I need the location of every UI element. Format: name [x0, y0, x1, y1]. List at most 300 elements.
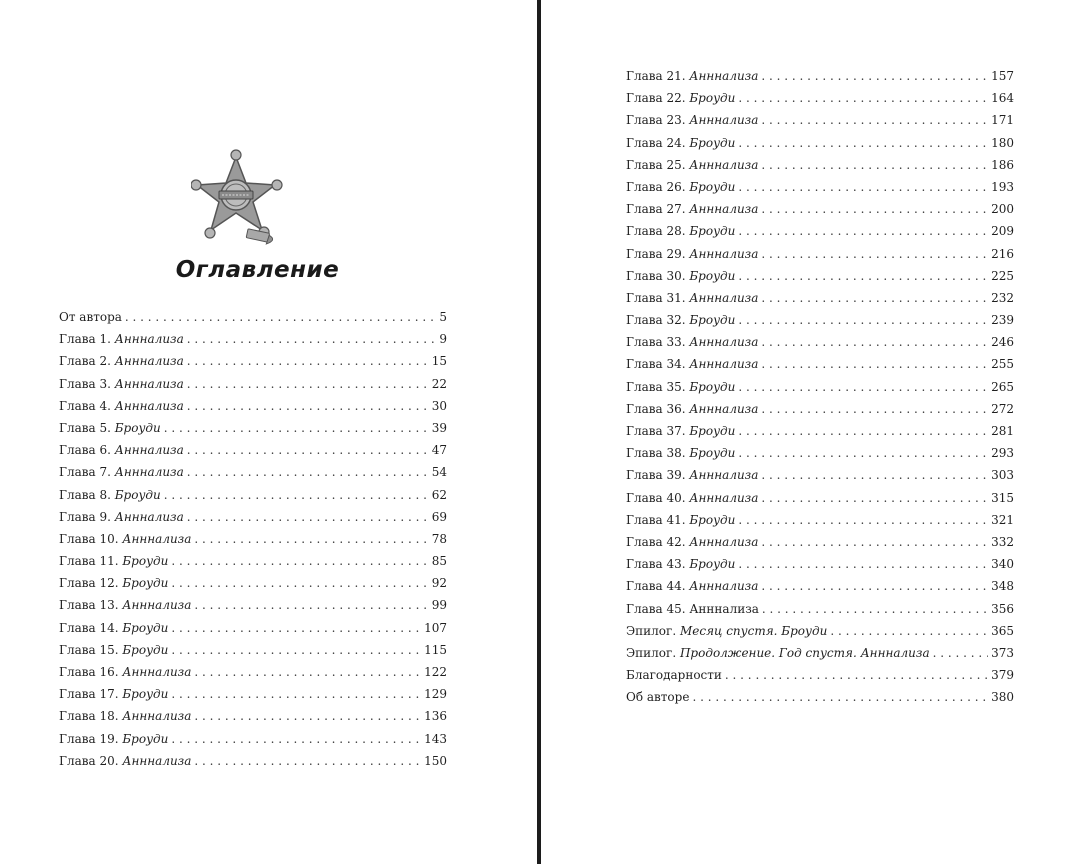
toc-entry-page: 69: [431, 509, 447, 524]
toc-entry-subtitle: Анннализа: [689, 357, 759, 372]
dot-leader: [738, 176, 988, 198]
toc-entry-prefix: Глава 28.: [626, 224, 686, 239]
toc-entry-label: [59, 617, 168, 639]
toc-entry-subtitle: Броуди: [122, 642, 169, 657]
toc-entry[interactable]: [626, 464, 1014, 486]
toc-entry-subtitle: Анннализа: [689, 113, 759, 128]
toc-entry-subtitle: Анннализа: [689, 534, 759, 549]
toc-entry-prefix: Глава 33.: [626, 335, 686, 350]
toc-entry-prefix: Глава 44.: [626, 579, 686, 594]
toc-entry-label: [626, 243, 758, 265]
toc-entry[interactable]: [626, 154, 1014, 176]
toc-entry-page: 15: [431, 354, 447, 369]
toc-entry-label: [59, 395, 184, 417]
toc-entry-subtitle: Броуди: [689, 268, 736, 283]
toc-entry-label: [626, 309, 735, 331]
toc-entry-label: [626, 686, 689, 708]
toc-entry-page: 265: [991, 379, 1014, 394]
toc-entry-prefix: Глава 4.: [59, 398, 111, 413]
toc-entry-page: 209: [991, 224, 1014, 239]
toc-entry[interactable]: [59, 417, 447, 439]
toc-entry-page: 303: [991, 468, 1014, 483]
dot-leader: [164, 417, 429, 439]
toc-entry-subtitle: Анннализа: [689, 202, 759, 217]
toc-entry-prefix: Глава 34.: [626, 357, 686, 372]
dot-leader: [738, 87, 988, 109]
toc-entry-prefix: Глава 45. Анннализа: [626, 601, 759, 616]
toc-entry-page: 62: [431, 487, 447, 502]
toc-entry-page: 232: [991, 290, 1014, 305]
toc-entry-subtitle: Броуди: [122, 554, 169, 569]
toc-entry-page: 22: [431, 376, 447, 391]
dot-leader: [761, 154, 988, 176]
toc-entry-prefix: Глава 18.: [59, 709, 119, 724]
toc-entry[interactable]: [59, 306, 447, 328]
toc-entry-page: 193: [991, 179, 1014, 194]
toc-entry[interactable]: [59, 550, 447, 572]
dot-leader: [738, 420, 988, 442]
toc-entry-label: [59, 572, 168, 594]
toc-entry[interactable]: [59, 750, 447, 772]
toc-entry-label: [626, 642, 930, 664]
toc-entry[interactable]: [59, 439, 447, 461]
dot-leader: [738, 309, 988, 331]
toc-entry[interactable]: [59, 705, 447, 727]
dot-leader: [738, 376, 988, 398]
left-page: [0, 0, 537, 864]
toc-entry-subtitle: Анннализа: [122, 531, 192, 546]
toc-entry-prefix: Глава 14.: [59, 620, 119, 635]
dot-leader: [738, 220, 988, 242]
toc-entry-page: 281: [991, 424, 1014, 438]
dot-leader: [738, 509, 988, 531]
toc-entry-label: [59, 683, 168, 705]
toc-entry-page: 373: [991, 645, 1014, 660]
toc-entry-label: [626, 509, 735, 531]
toc-entry-page: 348: [991, 579, 1014, 594]
toc-entry-prefix: Эпилог.: [626, 645, 677, 660]
dot-leader: [187, 506, 429, 528]
dot-leader: [194, 661, 421, 683]
toc-entry-page: 379: [991, 668, 1014, 683]
dot-leader: [171, 572, 428, 594]
toc-entry-subtitle: Анннализа: [122, 665, 192, 679]
toc-entry-label: [626, 487, 758, 509]
toc-entry-page: 115: [424, 642, 447, 657]
toc-entry[interactable]: [626, 353, 1014, 375]
toc-entry-label: [59, 750, 191, 772]
toc-entry[interactable]: [59, 461, 447, 483]
right-page: [541, 0, 1075, 864]
toc-entry-page: 107: [424, 620, 447, 635]
dot-leader: [761, 575, 988, 597]
toc-entry-prefix: Глава 27.: [626, 202, 686, 217]
dot-leader: [738, 553, 988, 575]
toc-entry-page: 54: [431, 465, 447, 480]
toc-entry-page: 99: [431, 598, 447, 613]
toc-entry-prefix: Глава 36.: [626, 401, 686, 416]
toc-entry-page: 157: [991, 69, 1014, 83]
toc-entry-subtitle: Анннализа: [689, 335, 759, 350]
toc-entry[interactable]: [626, 220, 1014, 242]
dot-leader: [171, 617, 421, 639]
toc-entry-page: 365: [991, 623, 1014, 638]
toc-entry-label: [626, 87, 735, 109]
toc-entry-page: 356: [991, 601, 1014, 616]
toc-entry-page: 239: [991, 313, 1014, 328]
dot-leader: [187, 373, 429, 395]
toc-entry-label: [59, 639, 168, 661]
toc-entry-prefix: Глава 9.: [59, 509, 111, 524]
toc-entry-subtitle: Анннализа: [114, 509, 184, 524]
toc-entry-label: [626, 132, 735, 154]
dot-leader: [125, 306, 436, 328]
toc-entry[interactable]: [626, 598, 1014, 620]
toc-entry-label: [59, 728, 168, 750]
toc-entry-label: [626, 442, 735, 464]
toc-entry[interactable]: [626, 509, 1014, 531]
toc-entry-prefix: Глава 17.: [59, 687, 119, 702]
toc-entry-prefix: Глава 12.: [59, 576, 119, 591]
toc-entry-prefix: Глава 37.: [626, 424, 686, 438]
toc-entry[interactable]: [59, 506, 447, 528]
toc-entry-prefix: Глава 1.: [59, 332, 111, 347]
dot-leader: [171, 550, 428, 572]
dot-leader: [171, 728, 421, 750]
toc-list-left: [59, 306, 447, 772]
toc-entry-prefix: Глава 19.: [59, 731, 119, 746]
dot-leader: [761, 65, 988, 87]
dot-leader: [187, 461, 429, 483]
toc-entry[interactable]: [626, 686, 1014, 708]
dot-leader: [761, 198, 988, 220]
dot-leader: [830, 620, 988, 642]
toc-entry[interactable]: [59, 572, 447, 594]
toc-entry[interactable]: [59, 594, 447, 616]
toc-entry[interactable]: [59, 728, 447, 750]
toc-entry-prefix: Глава 26.: [626, 179, 686, 194]
toc-entry-prefix: Глава 20.: [59, 753, 119, 768]
toc-entry-subtitle: Анннализа: [122, 753, 192, 768]
toc-entry-subtitle: Анннализа: [689, 401, 759, 416]
toc-entry-subtitle: Броуди: [122, 731, 169, 746]
dot-leader: [187, 395, 429, 417]
toc-entry-subtitle: Броуди: [689, 313, 736, 328]
toc-entry-label: [626, 176, 735, 198]
dot-leader: [761, 464, 988, 486]
toc-entry-subtitle: Анннализа: [689, 69, 759, 83]
toc-entry[interactable]: [626, 664, 1014, 686]
toc-entry[interactable]: [626, 109, 1014, 131]
toc-entry[interactable]: [626, 420, 1014, 442]
toc-entry-label: [59, 594, 191, 616]
dot-leader: [738, 132, 988, 154]
toc-entry-subtitle: Анннализа: [114, 398, 184, 413]
toc-entry-prefix: Глава 11.: [59, 554, 119, 569]
toc-entry-subtitle: Броуди: [689, 512, 736, 527]
dot-leader: [194, 705, 421, 727]
toc-entry-subtitle: Анннализа: [114, 376, 184, 391]
toc-entry-page: 143: [424, 731, 447, 746]
toc-entry-prefix: Глава 21.: [626, 69, 686, 83]
toc-entry[interactable]: [626, 376, 1014, 398]
dot-leader: [187, 350, 429, 372]
toc-entry-page: 129: [424, 687, 447, 702]
toc-entry-subtitle: Броуди: [689, 179, 736, 194]
toc-entry-subtitle: Броуди: [122, 576, 169, 591]
toc-entry-label: [626, 664, 722, 686]
toc-entry-subtitle: Броуди: [122, 620, 169, 635]
dot-leader: [194, 594, 428, 616]
dot-leader: [762, 598, 988, 620]
dot-leader: [761, 531, 988, 553]
toc-entry-prefix: Глава 43.: [626, 557, 686, 572]
toc-entry-label: [626, 265, 735, 287]
toc-entry-subtitle: Броуди: [689, 379, 736, 394]
toc-entry-page: 9: [439, 332, 447, 347]
toc-entry-page: 78: [431, 531, 447, 546]
dot-leader: [171, 683, 421, 705]
toc-entry-page: 340: [991, 557, 1014, 572]
dot-leader: [738, 265, 988, 287]
toc-entry-page: 122: [424, 665, 447, 679]
dot-leader: [692, 686, 988, 708]
toc-entry-subtitle: Броуди: [689, 224, 736, 239]
toc-entry-page: 47: [431, 443, 447, 458]
toc-entry-label: [626, 109, 758, 131]
dot-leader: [187, 439, 429, 461]
dot-leader: [761, 487, 988, 509]
toc-entry-prefix: Глава 31.: [626, 290, 686, 305]
toc-entry-subtitle: Анннализа: [114, 443, 184, 458]
toc-entry[interactable]: [59, 484, 447, 506]
toc-entry-subtitle: Анннализа: [689, 290, 759, 305]
toc-entry-subtitle: Анннализа: [114, 465, 184, 480]
toc-entry-page: 164: [991, 91, 1014, 106]
toc-entry-prefix: Глава 23.: [626, 113, 686, 128]
toc-entry[interactable]: [626, 553, 1014, 575]
toc-entry[interactable]: [59, 683, 447, 705]
toc-entry-prefix: Глава 7.: [59, 465, 111, 480]
toc-entry-page: 180: [991, 135, 1014, 150]
toc-entry-subtitle: Броуди: [689, 446, 736, 461]
toc-entry-page: 171: [991, 113, 1014, 128]
toc-entry-label: [626, 398, 758, 420]
toc-entry-label: [626, 287, 758, 309]
toc-entry[interactable]: [626, 309, 1014, 331]
toc-entry-label: [59, 328, 184, 350]
toc-entry-page: 85: [431, 554, 447, 569]
toc-entry-label: [626, 376, 735, 398]
toc-entry[interactable]: [59, 328, 447, 350]
toc-entry-page: 272: [991, 401, 1014, 416]
toc-entry-prefix: Глава 10.: [59, 531, 119, 546]
toc-entry[interactable]: [626, 265, 1014, 287]
toc-entry[interactable]: [626, 575, 1014, 597]
toc-entry-prefix: Глава 39.: [626, 468, 686, 483]
toc-entry-subtitle: Броуди: [689, 557, 736, 572]
toc-entry-label: [59, 528, 191, 550]
toc-entry[interactable]: [626, 176, 1014, 198]
toc-entry-label: [59, 306, 122, 328]
toc-entry-subtitle: Анннализа: [114, 332, 184, 347]
toc-entry-subtitle: Месяц спустя. Броуди: [679, 623, 828, 638]
toc-entry[interactable]: [626, 331, 1014, 353]
toc-entry-label: [626, 353, 758, 375]
toc-entry-prefix: Глава 22.: [626, 91, 686, 106]
toc-entry-prefix: Глава 2.: [59, 354, 111, 369]
toc-entry-prefix: Глава 24.: [626, 135, 686, 150]
toc-entry-subtitle: Продолжение. Год спустя. Анннализа: [679, 645, 930, 660]
toc-entry-label: [626, 198, 758, 220]
toc-title: Оглавление: [175, 257, 340, 283]
toc-entry-subtitle: Анннализа: [689, 246, 759, 261]
toc-entry[interactable]: [59, 661, 447, 683]
dot-leader: [738, 442, 988, 464]
toc-entry-subtitle: Анннализа: [689, 579, 759, 594]
toc-entry[interactable]: [626, 442, 1014, 464]
toc-entry[interactable]: [59, 528, 447, 550]
toc-entry-subtitle: Броуди: [689, 424, 736, 438]
toc-entry[interactable]: [626, 65, 1014, 87]
toc-entry-label: [59, 506, 184, 528]
toc-entry-label: [626, 598, 759, 620]
dot-leader: [761, 109, 988, 131]
toc-entry[interactable]: [626, 287, 1014, 309]
dot-leader: [171, 639, 421, 661]
toc-entry[interactable]: [626, 198, 1014, 220]
toc-entry-label: [626, 553, 735, 575]
toc-entry-label: [59, 373, 184, 395]
toc-entry-prefix: Глава 13.: [59, 598, 119, 613]
toc-entry-prefix: Глава 15.: [59, 642, 119, 657]
toc-entry-subtitle: Броуди: [122, 687, 169, 702]
toc-entry-subtitle: Анннализа: [122, 709, 192, 724]
toc-entry-page: 380: [991, 690, 1014, 705]
toc-entry-prefix: Глава 38.: [626, 446, 686, 461]
toc-entry-prefix: Глава 40.: [626, 490, 686, 505]
dot-leader: [761, 353, 988, 375]
toc-entry-prefix: Об авторе: [626, 690, 690, 705]
toc-entry-label: [59, 461, 184, 483]
toc-entry-page: 200: [991, 202, 1014, 217]
toc-list-right: [626, 65, 1014, 708]
toc-entry-prefix: Благодарности: [626, 668, 722, 683]
toc-entry-page: 30: [431, 398, 447, 413]
dot-leader: [761, 287, 988, 309]
toc-entry-subtitle: Анннализа: [689, 490, 759, 505]
toc-entry-page: 136: [424, 709, 447, 724]
toc-entry-prefix: Глава 41.: [626, 512, 686, 527]
toc-entry-prefix: Глава 29.: [626, 246, 686, 261]
toc-entry-prefix: От автора: [59, 310, 122, 324]
toc-entry-label: [59, 417, 161, 439]
toc-entry-label: [59, 350, 184, 372]
toc-entry-label: [59, 439, 184, 461]
toc-entry-prefix: Глава 16.: [59, 665, 119, 679]
toc-entry-page: 216: [991, 246, 1014, 261]
toc-entry-label: [626, 331, 758, 353]
toc-entry-page: 225: [991, 268, 1014, 283]
toc-entry-page: 150: [424, 753, 447, 768]
toc-entry[interactable]: [626, 531, 1014, 553]
toc-entry-prefix: Эпилог.: [626, 623, 677, 638]
toc-entry-label: [626, 154, 758, 176]
toc-entry[interactable]: [626, 642, 1014, 664]
toc-entry-prefix: Глава 25.: [626, 157, 686, 172]
toc-entry-page: 186: [991, 157, 1014, 172]
toc-entry-label: [626, 420, 735, 442]
toc-entry[interactable]: [59, 617, 447, 639]
dot-leader: [761, 331, 988, 353]
toc-entry-prefix: Глава 6.: [59, 443, 111, 458]
toc-entry[interactable]: [59, 639, 447, 661]
toc-entry-page: 246: [991, 335, 1014, 350]
toc-entry-subtitle: Анннализа: [122, 598, 192, 613]
toc-entry-prefix: Глава 3.: [59, 376, 111, 391]
toc-entry-label: [626, 531, 758, 553]
toc-entry-label: [626, 464, 758, 486]
toc-entry-page: 92: [431, 576, 447, 591]
dot-leader: [933, 642, 988, 664]
toc-entry-page: 332: [991, 534, 1014, 549]
toc-entry-page: 39: [431, 420, 447, 435]
toc-entry-prefix: Глава 30.: [626, 268, 686, 283]
sheriff-star-badge-icon: [191, 145, 291, 250]
toc-entry-prefix: Глава 42.: [626, 534, 686, 549]
toc-entry-label: [59, 705, 191, 727]
toc-entry-prefix: Глава 5.: [59, 420, 111, 435]
toc-entry-prefix: Глава 8.: [59, 487, 111, 502]
toc-entry[interactable]: [626, 243, 1014, 265]
dot-leader: [725, 664, 988, 686]
toc-entry[interactable]: [626, 87, 1014, 109]
toc-entry-subtitle: Анннализа: [689, 468, 759, 483]
toc-entry-subtitle: Анннализа: [114, 354, 184, 369]
toc-entry[interactable]: [626, 132, 1014, 154]
toc-entry[interactable]: [59, 395, 447, 417]
toc-entry[interactable]: [626, 620, 1014, 642]
toc-entry[interactable]: [59, 350, 447, 372]
dot-leader: [187, 328, 437, 350]
toc-entry-label: [626, 575, 758, 597]
toc-entry-label: [59, 661, 191, 683]
dot-leader: [164, 484, 429, 506]
dot-leader: [194, 750, 421, 772]
toc-entry-subtitle: Броуди: [689, 91, 736, 106]
toc-entry-prefix: Глава 32.: [626, 313, 686, 328]
toc-entry-label: [59, 550, 168, 572]
dot-leader: [761, 243, 988, 265]
toc-entry-page: 255: [991, 357, 1014, 372]
toc-entry[interactable]: [59, 373, 447, 395]
toc-entry-page: 5: [439, 310, 447, 324]
dot-leader: [761, 398, 988, 420]
toc-entry-page: 321: [991, 512, 1014, 527]
toc-entry-label: [626, 65, 758, 87]
toc-entry-subtitle: Броуди: [114, 487, 161, 502]
toc-entry-label: [626, 620, 827, 642]
toc-entry-prefix: Глава 35.: [626, 379, 686, 394]
toc-entry[interactable]: [626, 398, 1014, 420]
toc-entry-subtitle: Броуди: [114, 420, 161, 435]
toc-entry-page: 293: [991, 446, 1014, 461]
toc-entry-page: 315: [991, 490, 1014, 505]
toc-entry[interactable]: [626, 487, 1014, 509]
toc-entry-subtitle: Анннализа: [689, 157, 759, 172]
toc-entry-label: [59, 484, 161, 506]
toc-entry-subtitle: Броуди: [689, 135, 736, 150]
